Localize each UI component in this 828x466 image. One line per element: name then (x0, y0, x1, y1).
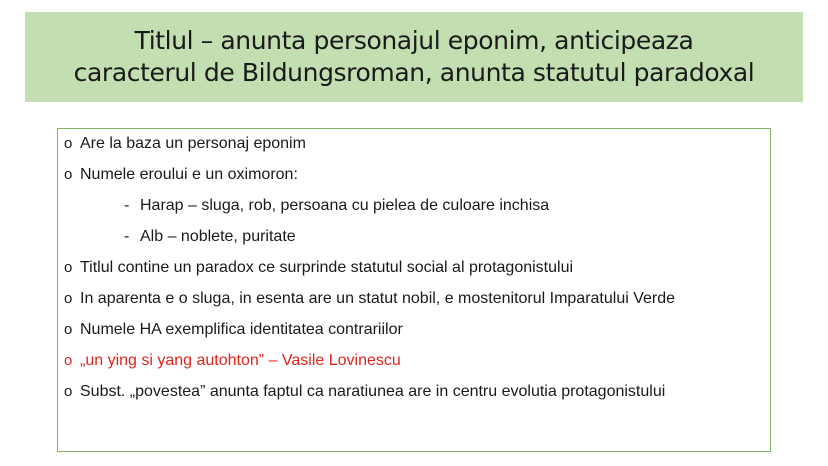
bullet-marker: o (64, 166, 73, 183)
dash-marker: - (124, 197, 130, 214)
bullet-marker: o (64, 259, 73, 276)
bullet-marker: o (64, 290, 73, 307)
bullet-text: In aparenta e o sluga, in esenta are un statut nobil, e mostenitorul Imparatului Verde (80, 290, 676, 307)
bullet-item-oximoron (64, 165, 766, 185)
bullet-item-povestea (64, 382, 766, 402)
bullet-text: Subst. „povestea” anunta faptul ca naratiunea are in centru evolutia protagonistului (80, 383, 666, 400)
sub-item-text: Alb – noblete, puritate (140, 228, 296, 245)
bullet-text: Numele eroului e un oximoron: (80, 166, 298, 183)
sub-item-text: Harap – sluga, rob, persoana cu pielea de culoare inchisa (140, 197, 550, 214)
dash-marker: - (124, 228, 130, 245)
bullet-text: Are la baza un personaj eponim (80, 135, 306, 152)
bullet-marker: o (64, 383, 73, 400)
slide-title-line-2: caracterul de Bildungsroman, anunta statutul paradoxal (73, 58, 755, 87)
sub-item-harap (124, 196, 766, 216)
bullet-list (64, 134, 766, 413)
bullet-item-contrarii (64, 320, 766, 340)
content-box (57, 128, 771, 452)
bullet-marker: o (64, 135, 73, 152)
bullet-item-eponim (64, 134, 766, 154)
bullet-item-quote-lovinescu (64, 351, 766, 371)
bullet-marker: o (64, 352, 73, 369)
bullet-marker: o (64, 321, 73, 338)
bullet-text: Titlul contine un paradox ce surprinde statutul social al protagonistului (80, 259, 574, 276)
sub-item-alb (124, 227, 766, 247)
slide-title-box (25, 12, 803, 102)
bullet-item-aparenta (64, 289, 766, 309)
bullet-text: Numele HA exemplifica identitatea contrariilor (80, 321, 403, 338)
bullet-text: „un ying si yang autohton” – Vasile Lovinescu (80, 352, 401, 369)
slide-title-line-1: Titlul – anunta personajul eponim, anticipeaza (134, 26, 694, 55)
bullet-item-paradox (64, 258, 766, 278)
